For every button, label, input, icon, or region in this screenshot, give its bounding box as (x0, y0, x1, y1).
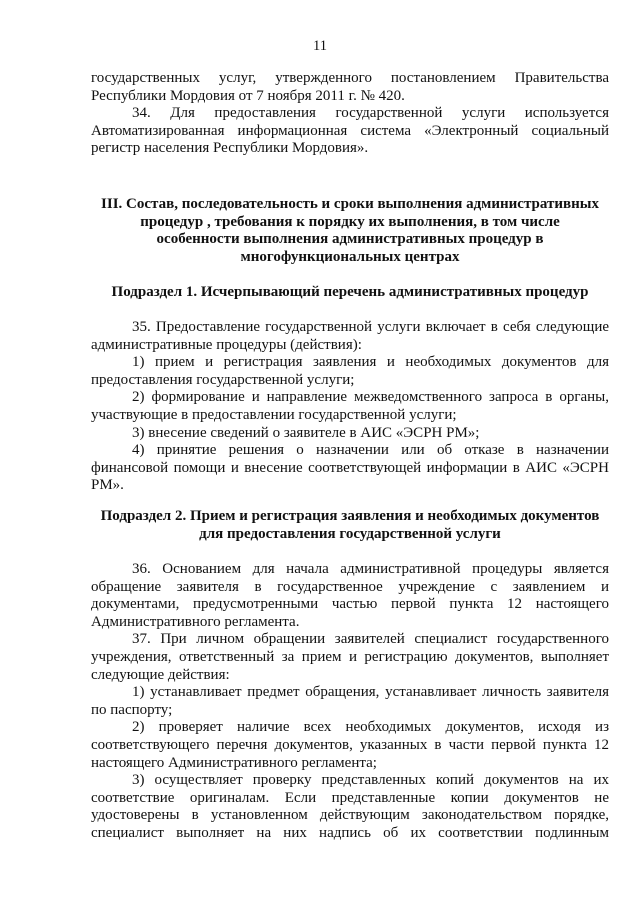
subsection-2-heading (91, 508, 609, 543)
text-line: государственных услуг, утвержденного постановлением Правительства (91, 70, 609, 86)
section-3-heading (91, 196, 609, 266)
text-line: Автоматизированная информационная система «Электронный социальный (91, 122, 609, 139)
text-line: удостоверены в установленном действующим законодательством порядке, (91, 807, 609, 824)
heading-line: Подраздел 1. Исчерпывающий перечень административных процедур (111, 284, 589, 300)
text-line: по паспорту; (91, 701, 173, 718)
text-line: соответствующего перечня документов, указанных в части первой пункта 12 (91, 736, 609, 753)
heading-line: для предоставления государственной услуги (199, 525, 501, 542)
text-line: Административного регламента. (91, 613, 300, 630)
text-line: предоставления государственной услуги; (91, 371, 355, 388)
subsection-1-heading (91, 284, 609, 302)
text-line: 36. Основанием для начала административной процедуры является (132, 561, 609, 577)
text-line: 2) проверяет наличие всех необходимых документов, исходя из (132, 719, 609, 736)
text-line: 1) прием и регистрация заявления и необходимых документов для (132, 354, 609, 371)
text-line: регистр населения Республики Мордовия». (91, 140, 369, 157)
intro-block (91, 70, 609, 158)
heading-line: процедур , требования к порядку их выполнения, в том числе (140, 213, 560, 230)
text-line: настоящего Административного регламента; (91, 754, 377, 771)
subsection-2-text (91, 561, 609, 843)
text-line: 37. При личном обращении заявителей специалист государственного (132, 631, 609, 648)
text-line: 3) внесение сведений о заявителе в АИС «ЭСРН РМ»; (132, 424, 480, 441)
text-line: обращение заявителя в государственное учреждение с заявлением и (91, 578, 609, 595)
text-line: финансовой помощи и внесение соответствующей информации в АИС «ЭСРН (91, 459, 609, 476)
text-line: РМ». (91, 477, 124, 494)
text-line: административные процедуры (действия): (91, 336, 362, 353)
heading-line: Подраздел 2. Прием и регистрация заявления и необходимых документов (100, 508, 600, 524)
heading-line: многофункциональных центрах (240, 248, 460, 265)
text-line: 1) устанавливает предмет обращения, устанавливает личность заявителя (132, 684, 609, 701)
heading-line: III. Состав, последовательность и сроки выполнения административных (101, 196, 599, 212)
text-line: соответствие оригиналам. Если представленные копии документов не (91, 789, 609, 806)
text-line: 2) формирование и направление межведомственного запроса в органы, (132, 389, 609, 406)
text-line: Республики Мордовия от 7 ноября 2011 г. № 420. (91, 87, 405, 104)
text-line: 34. Для предоставления государственной услуги используется (132, 105, 609, 122)
text-line: документами, предусмотренными частью первой пункта 12 настоящего (91, 596, 609, 613)
subsection-1-text (91, 319, 609, 495)
text-line: 4) принятие решения о назначении или об отказе в назначении (132, 442, 609, 459)
text-line: следующие действия: (91, 666, 230, 683)
text-line: учреждения, ответственный за прием и регистрацию документов, выполняет (91, 648, 609, 665)
text-line: 3) осуществляет проверку представленных копий документов на их (132, 772, 609, 789)
text-line: участвующие в предоставлении государственной услуги; (91, 406, 457, 423)
text-line: специалист выполняет на них надпись об их соответствии подлинным (91, 824, 609, 841)
heading-line: особенности выполнения административных процедур в (156, 231, 544, 248)
page-number: 11 (313, 38, 327, 54)
text-line: 35. Предоставление государственной услуги включает в себя следующие (132, 319, 609, 335)
